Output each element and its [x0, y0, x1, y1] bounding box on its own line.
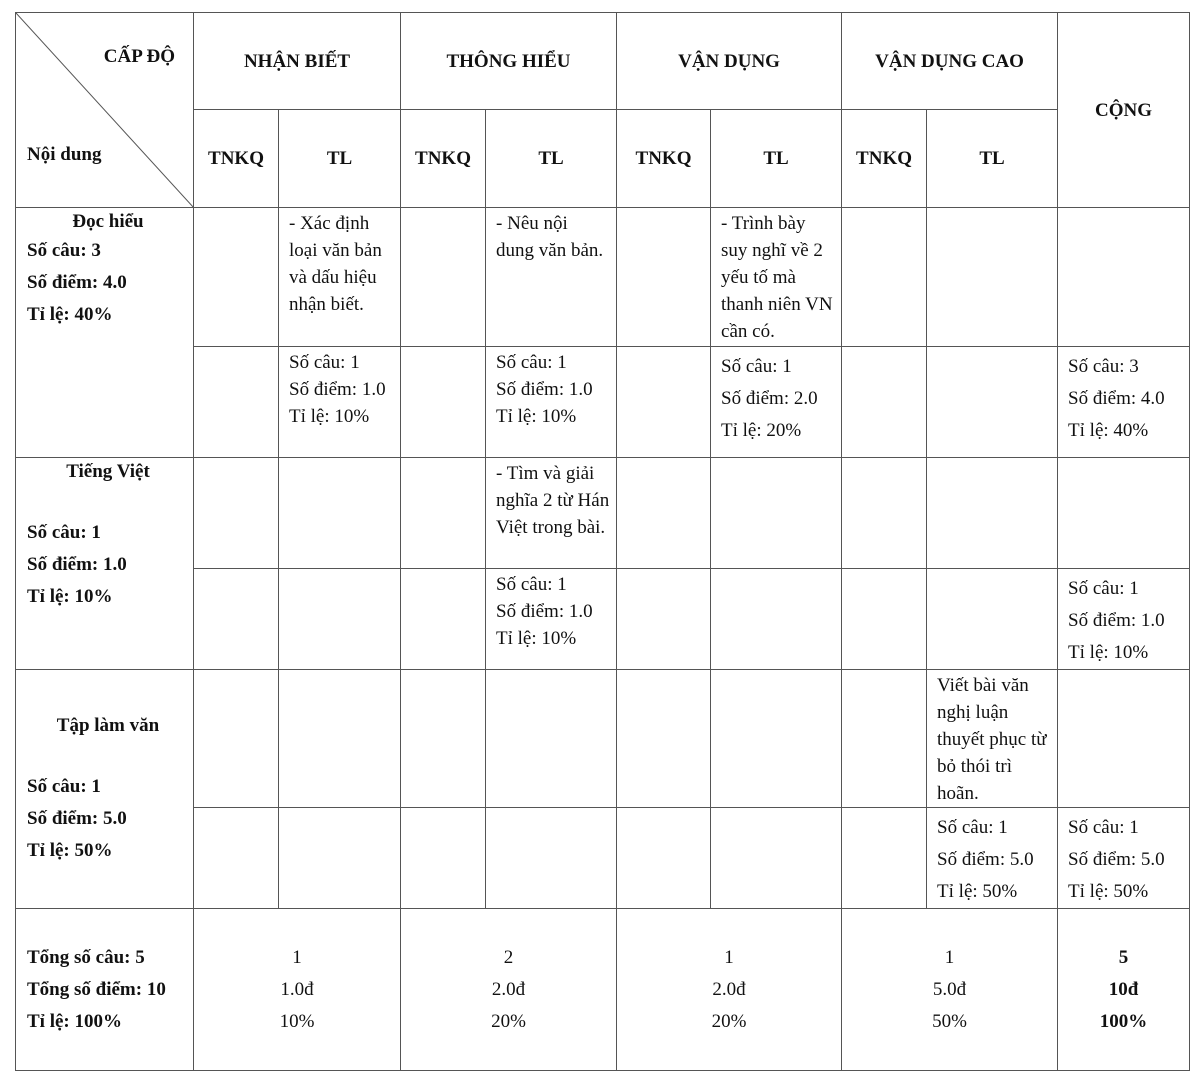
level-van-dung: VẬN DỤNG [617, 13, 842, 110]
tong-so-diem: Tổng số điểm: 10 [27, 978, 166, 1000]
stat-so-cau: Số câu: 3 [1068, 356, 1139, 377]
empty-cell [842, 347, 927, 458]
empty-cell [279, 670, 401, 808]
empty-cell [401, 208, 486, 347]
corner-header-cell [16, 13, 194, 208]
empty-cell [842, 670, 927, 808]
total-percent: 20% [491, 1010, 526, 1032]
stat-so-cau: Số câu: 1 [289, 352, 360, 373]
empty-cell [1058, 208, 1190, 347]
stat-ti-le: Tỉ lệ: 10% [1068, 642, 1149, 663]
total-header: CỘNG [1058, 13, 1190, 208]
level-thong-hieu: THÔNG HIỂU [401, 13, 617, 110]
stat-so-diem: Số điểm: 1.0 [1068, 610, 1165, 631]
total-percent: 10% [279, 1010, 315, 1032]
noi-dung-label: Nội dung [27, 144, 102, 165]
doc-hieu-desc-row [16, 208, 1190, 347]
empty-cell [711, 808, 842, 909]
stat-so-cau: Số câu: 1 [1068, 817, 1139, 838]
tieng-viet-desc-row [16, 458, 1190, 569]
empty-cell [842, 808, 927, 909]
tap-lam-van-so-diem: Số điểm: 5.0 [27, 807, 127, 829]
header-row-levels [16, 13, 1190, 110]
tieng-viet-so-cau: Số câu: 1 [27, 522, 101, 543]
tap-lam-van-desc-row [16, 670, 1190, 808]
empty-cell [194, 458, 279, 569]
sub-tnkq-nb: TNKQ [194, 110, 279, 208]
doc-hieu-nb-desc: - Xác định loại văn bản và dấu hiệu nhận biết. [279, 208, 401, 347]
empty-cell [617, 208, 711, 347]
totals-label [16, 909, 194, 1071]
stat-so-cau: Số câu: 1 [937, 817, 1008, 838]
total-points: 2.0đ [712, 978, 746, 1000]
stat-so-diem: Số điểm: 1.0 [496, 379, 593, 400]
sub-tl-vdc: TL [927, 110, 1058, 208]
tieng-viet-total-stats [1058, 569, 1190, 670]
total-count: 1 [944, 946, 955, 968]
doc-hieu-vd-stats [711, 347, 842, 458]
total-points: 5.0đ [932, 978, 967, 1000]
total-percent: 20% [711, 1010, 747, 1032]
stat-so-cau: Số câu: 1 [721, 356, 792, 377]
sub-tl-vd: TL [711, 110, 842, 208]
total-count: 2 [503, 946, 514, 968]
grand-total-count: 5 [1118, 946, 1129, 968]
empty-cell [617, 458, 711, 569]
total-count: 1 [724, 946, 734, 968]
empty-cell [401, 808, 486, 909]
empty-cell [1058, 670, 1190, 808]
tieng-viet-so-diem: Số điểm: 1.0 [27, 554, 127, 575]
stat-ti-le: Tỉ lệ: 10% [289, 406, 370, 427]
spacer [27, 739, 189, 771]
tap-lam-van-title: Tập làm văn [56, 714, 160, 736]
empty-cell [927, 458, 1058, 569]
stat-ti-le: Tỉ lệ: 50% [937, 881, 1018, 902]
totals-row [16, 909, 1190, 1071]
doc-hieu-vd-desc: - Trình bày suy nghĩ về 2 yếu tố mà thanh niên VN cần có. [711, 208, 842, 347]
doc-hieu-total-stats [1058, 347, 1190, 458]
sub-tnkq-vdc: TNKQ [842, 110, 927, 208]
stat-so-diem: Số điểm: 1.0 [289, 379, 386, 400]
tap-lam-van-vdc-desc: Viết bài văn nghị luận thuyết phục từ bỏ thói trì hoãn. [927, 670, 1058, 808]
empty-cell [617, 670, 711, 808]
stat-so-cau: Số câu: 1 [496, 574, 567, 595]
tap-lam-van-vdc-stats [927, 808, 1058, 909]
stat-so-cau: Số câu: 1 [1068, 578, 1139, 599]
empty-cell [711, 569, 842, 670]
totals-nhan-biet [194, 909, 401, 1071]
empty-cell [194, 569, 279, 670]
sub-tl-nb: TL [279, 110, 401, 208]
empty-cell [711, 670, 842, 808]
stat-so-diem: Số điểm: 2.0 [721, 388, 818, 409]
empty-cell [401, 670, 486, 808]
empty-cell [279, 808, 401, 909]
doc-hieu-ti-le: Tỉ lệ: 40% [27, 304, 113, 325]
doc-hieu-so-diem: Số điểm: 4.0 [27, 272, 127, 293]
empty-cell [1058, 458, 1190, 569]
tong-so-cau: Tổng số câu: 5 [27, 946, 145, 968]
empty-cell [194, 347, 279, 458]
total-percent: 50% [932, 1010, 967, 1032]
totals-sum [1058, 909, 1190, 1071]
totals-van-dung [617, 909, 842, 1071]
stat-so-diem: Số điểm: 4.0 [1068, 388, 1165, 409]
doc-hieu-th-stats [486, 347, 617, 458]
tap-lam-van-label [16, 670, 194, 909]
stat-so-cau: Số câu: 1 [496, 352, 567, 373]
stat-ti-le: Tỉ lệ: 10% [496, 406, 577, 427]
stat-so-diem: Số điểm: 1.0 [496, 601, 593, 622]
tap-lam-van-so-cau: Số câu: 1 [27, 775, 101, 797]
tieng-viet-title: Tiếng Việt [66, 461, 150, 482]
tieng-viet-label [16, 458, 194, 670]
stat-so-diem: Số điểm: 5.0 [937, 849, 1034, 870]
empty-cell [486, 808, 617, 909]
tieng-viet-th-stats [486, 569, 617, 670]
empty-cell [711, 458, 842, 569]
stat-ti-le: Tỉ lệ: 50% [1068, 881, 1149, 902]
stat-ti-le: Tỉ lệ: 40% [1068, 420, 1149, 441]
tap-lam-van-total-stats [1058, 808, 1190, 909]
empty-cell [401, 347, 486, 458]
exam-matrix-table [15, 12, 1190, 1071]
stat-so-diem: Số điểm: 5.0 [1068, 849, 1165, 870]
doc-hieu-th-desc: - Nêu nội dung văn bản. [486, 208, 617, 347]
total-points: 2.0đ [491, 978, 526, 1000]
total-count: 1 [292, 946, 302, 968]
empty-cell [927, 347, 1058, 458]
totals-thong-hieu [401, 909, 617, 1071]
sub-tnkq-th: TNKQ [401, 110, 486, 208]
empty-cell [617, 569, 711, 670]
level-nhan-biet: NHẬN BIẾT [194, 13, 401, 110]
sub-tnkq-vd: TNKQ [617, 110, 711, 208]
tieng-viet-ti-le: Tỉ lệ: 10% [27, 586, 113, 607]
tieng-viet-th-desc: - Tìm và giải nghĩa 2 từ Hán Việt trong bài. [486, 458, 617, 569]
sub-tl-th: TL [486, 110, 617, 208]
empty-cell [279, 569, 401, 670]
empty-cell [486, 670, 617, 808]
grand-total-percent: 100% [1099, 1010, 1148, 1032]
stat-ti-le: Tỉ lệ: 10% [496, 628, 577, 649]
cap-do-label: CẤP ĐỘ [103, 46, 175, 67]
tong-ti-le: Tỉ lệ: 100% [27, 1010, 122, 1032]
empty-cell [617, 808, 711, 909]
empty-cell [842, 458, 927, 569]
doc-hieu-label [16, 208, 194, 458]
empty-cell [927, 569, 1058, 670]
empty-cell [401, 569, 486, 670]
doc-hieu-so-cau: Số câu: 3 [27, 240, 101, 261]
empty-cell [927, 208, 1058, 347]
totals-van-dung-cao [842, 909, 1058, 1071]
stat-ti-le: Tỉ lệ: 20% [721, 420, 802, 441]
total-points: 1.0đ [280, 978, 314, 1000]
spacer [27, 485, 189, 517]
empty-cell [842, 208, 927, 347]
level-van-dung-cao: VẬN DỤNG CAO [842, 13, 1058, 110]
empty-cell [279, 458, 401, 569]
doc-hieu-title: Đọc hiểu [72, 211, 144, 232]
tap-lam-van-ti-le: Tỉ lệ: 50% [27, 839, 113, 861]
empty-cell [401, 458, 486, 569]
doc-hieu-nb-stats [279, 347, 401, 458]
empty-cell [194, 208, 279, 347]
grand-total-points: 10đ [1108, 978, 1139, 1000]
empty-cell [194, 670, 279, 808]
empty-cell [842, 569, 927, 670]
empty-cell [617, 347, 711, 458]
empty-cell [194, 808, 279, 909]
